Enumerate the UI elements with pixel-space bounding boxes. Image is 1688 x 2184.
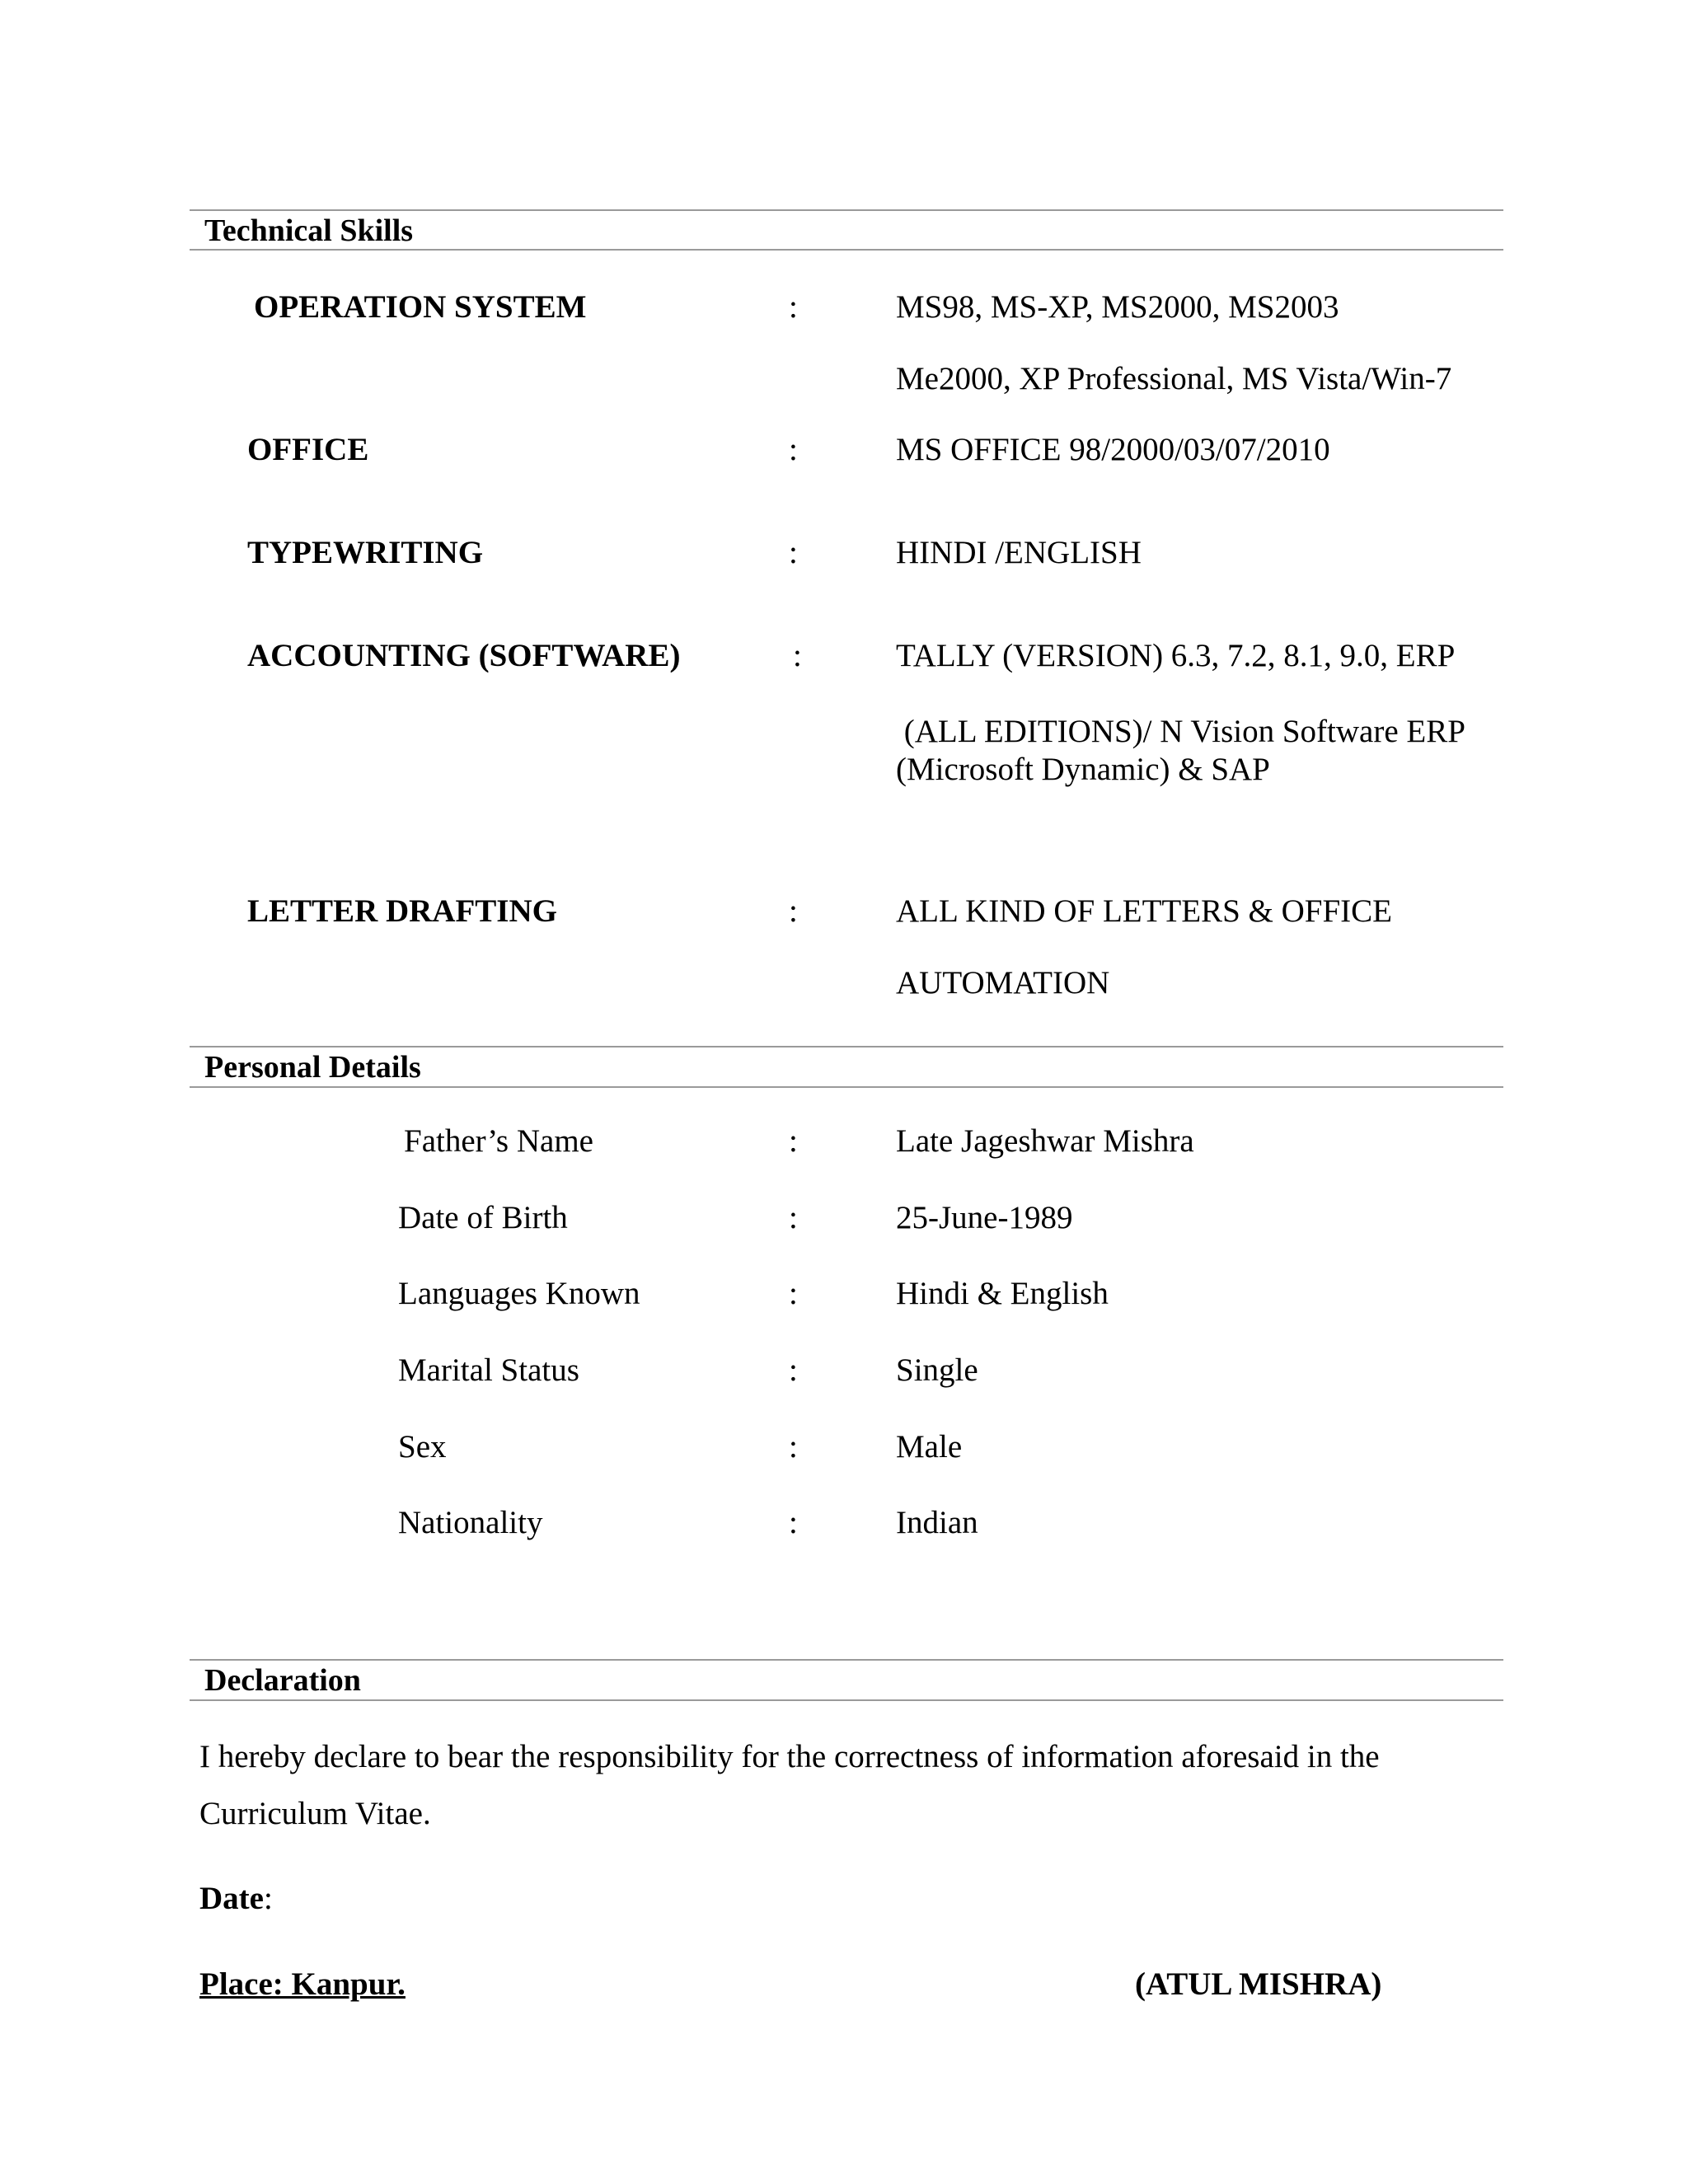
operation-system-label: OPERATION SYSTEM: [254, 289, 587, 325]
languages-known-value: Hindi & English: [896, 1276, 1109, 1311]
accounting-label: ACCOUNTING (SOFTWARE): [247, 638, 681, 673]
office-label: OFFICE: [247, 432, 369, 467]
colon: :: [789, 289, 798, 325]
declaration-text-line1: I hereby declare to bear the responsibility for the correctness of information aforesaid in the: [199, 1739, 1380, 1774]
accounting-value-line1: TALLY (VERSION) 6.3, 7.2, 8.1, 9.0, ERP: [896, 638, 1456, 673]
technical-skills-heading: Technical Skills: [204, 213, 414, 248]
declaration-text-line2: Curriculum Vitae.: [199, 1796, 431, 1831]
personal-details-heading: Personal Details: [204, 1050, 421, 1085]
section-divider-top: [190, 1659, 1503, 1661]
letter-drafting-label: LETTER DRAFTING: [247, 893, 557, 929]
colon: :: [789, 1200, 798, 1235]
nationality-value: Indian: [896, 1505, 978, 1540]
marital-status-label: Marital Status: [398, 1352, 579, 1388]
colon: :: [789, 1505, 798, 1540]
colon: :: [789, 432, 798, 467]
languages-known-label: Languages Known: [398, 1276, 640, 1311]
colon: :: [789, 1276, 798, 1311]
date-of-birth-value: 25-June-1989: [896, 1200, 1073, 1235]
accounting-value-line3: (Microsoft Dynamic) & SAP: [896, 752, 1270, 787]
date-colon: :: [263, 1881, 273, 1916]
section-divider-top: [190, 1046, 1503, 1047]
colon: :: [789, 893, 798, 929]
section-divider-bottom: [190, 249, 1503, 251]
section-divider-bottom: [190, 1699, 1503, 1701]
fathers-name-label: Father’s Name: [404, 1123, 593, 1159]
nationality-label: Nationality: [398, 1505, 543, 1540]
marital-status-value: Single: [896, 1352, 978, 1388]
date-of-birth-label: Date of Birth: [398, 1200, 568, 1235]
typewriting-value: HINDI /ENGLISH: [896, 535, 1142, 570]
colon: :: [789, 1429, 798, 1465]
sex-label: Sex: [398, 1429, 447, 1465]
place: Place: Kanpur.: [199, 1966, 406, 2002]
accounting-value-line2: (ALL EDITIONS)/ N Vision Software ERP: [896, 714, 1465, 749]
colon: :: [789, 535, 798, 570]
fathers-name-value: Late Jageshwar Mishra: [896, 1123, 1194, 1159]
letter-drafting-value-line1: ALL KIND OF LETTERS & OFFICE: [896, 893, 1392, 929]
operation-system-value-line2: Me2000, XP Professional, MS Vista/Win-7: [896, 361, 1452, 396]
colon: :: [793, 638, 802, 673]
date-label: Date: [199, 1881, 264, 1916]
office-value: MS OFFICE 98/2000/03/07/2010: [896, 432, 1330, 467]
colon: :: [789, 1352, 798, 1388]
section-divider-top: [190, 209, 1503, 211]
colon: :: [789, 1123, 798, 1159]
sex-value: Male: [896, 1429, 963, 1465]
date-line: [199, 1880, 273, 1918]
signature-name: (ATUL MISHRA): [1135, 1966, 1382, 2002]
section-divider-bottom: [190, 1086, 1503, 1088]
letter-drafting-value-line2: AUTOMATION: [896, 965, 1110, 1001]
operation-system-value-line1: MS98, MS-XP, MS2000, MS2003: [896, 289, 1339, 325]
typewriting-label: TYPEWRITING: [247, 535, 484, 570]
declaration-heading: Declaration: [204, 1663, 361, 1698]
